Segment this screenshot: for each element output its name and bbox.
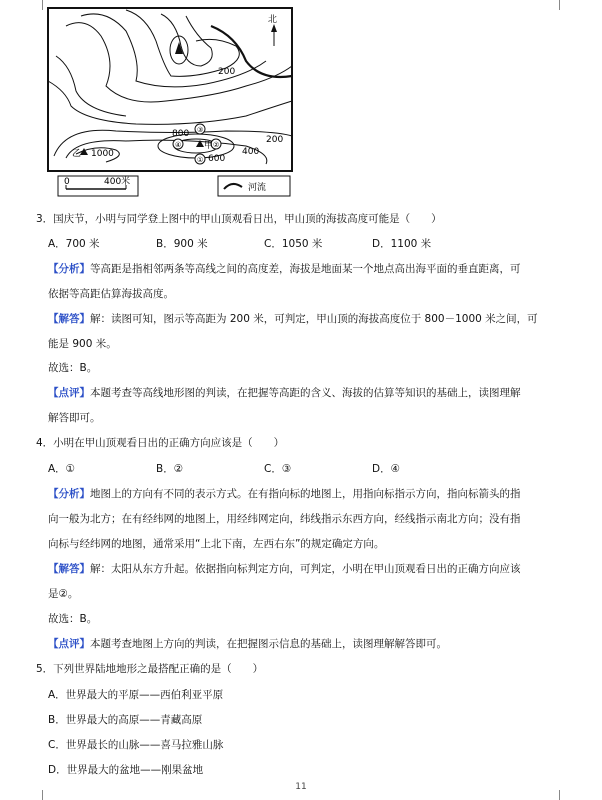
q3-answer-text-2: 能是 900 米。 <box>48 338 117 350</box>
q5-option-a: A．世界最大的平原——西伯利亚平原 <box>48 689 224 701</box>
q5-option-c: C．世界最长的山脉——喜马拉雅山脉 <box>48 739 224 751</box>
q3-option-a: A．700 米 <box>48 238 100 250</box>
north-label: 北 <box>268 15 278 25</box>
q3-choice: 故选：B。 <box>48 362 98 374</box>
crop-mark <box>559 0 570 10</box>
answer-tag: 【解答】 <box>48 563 90 575</box>
point-yi-label: 乙 <box>72 149 82 159</box>
q4-option-c: C．③ <box>264 463 292 475</box>
answer-tag: 【解答】 <box>48 313 90 325</box>
q3-analysis-text-2: 依据等高距估算海拔高度。 <box>48 288 174 300</box>
scale-end: 400米 <box>104 177 131 187</box>
q5-question: 5．下列世界陆地地形之最搭配正确的是（ ） <box>36 663 264 675</box>
q4-question: 4．小明在甲山顶观看日出的正确方向应该是（ ） <box>36 437 285 449</box>
q4-option-d: D．④ <box>372 463 400 475</box>
q4-analysis-text-2: 向一般为北方；在有经纬网的地图上，用经纬网定向，纬线指示东西方向，经线指示南北方向；没有指 <box>48 513 521 525</box>
q3-option-c: C．1050 米 <box>264 238 323 250</box>
q4-answer <box>48 562 521 576</box>
direction-mark-label: ④ <box>175 141 182 149</box>
analysis-tag: 【分析】 <box>48 488 90 500</box>
q4-answer-text-1: 解：太阳从东方升起。依据指向标判定方向，可判定，小明在甲山顶观看日出的正确方向应该 <box>90 563 521 575</box>
q5-option-b: B．世界最大的高原——青藏高原 <box>48 714 203 726</box>
q3-analysis-text-1: 等高距是指相邻两条等高线之间的高度差，海拔是地面某一个地点高出海平面的垂直距离，可 <box>90 263 521 275</box>
q4-analysis-text-1: 地图上的方向有不同的表示方式。在有指向标的地图上，用指向标指示方向，指向标箭头的指 <box>90 488 521 500</box>
direction-mark-label: ① <box>197 156 204 164</box>
q3-comment-text-1: 本题考查等高线地形图的判读，在把握等高距的含义、海拔的估算等知识的基础上，读图理解 <box>90 387 521 399</box>
contour-label: 600 <box>208 154 226 164</box>
q4-comment <box>48 637 447 651</box>
q4-comment-text-1: 本题考查地图上方向的判读，在把握图示信息的基础上，读图理解解答即可。 <box>90 638 447 650</box>
comment-tag: 【点评】 <box>48 387 90 399</box>
scale-start: 0 <box>64 177 70 187</box>
contour-label: 200 <box>218 67 236 77</box>
q3-comment <box>48 386 521 400</box>
q4-option-b: B．② <box>156 463 184 475</box>
contour-map <box>46 6 296 202</box>
contour-label: 800 <box>172 129 190 139</box>
q4-analysis-text-3: 向标与经纬网的地图，通常采用“上北下南，左西右东”的规定确定方向。 <box>48 538 385 550</box>
q3-question: 3．国庆节，小明与同学登上图中的甲山顶观看日出，甲山顶的海拔高度可能是（ ） <box>36 213 442 225</box>
crop-mark <box>32 0 43 10</box>
page-number: 11 <box>295 782 307 792</box>
contour-label: 200 <box>266 135 284 145</box>
q3-answer <box>48 312 538 326</box>
direction-mark-label: ③ <box>197 126 204 134</box>
q3-options <box>48 236 568 251</box>
q3-option-d: D．1100 米 <box>372 238 432 250</box>
q3-analysis <box>48 262 521 276</box>
contour-label: 400 <box>242 147 260 157</box>
q4-analysis <box>48 487 521 501</box>
comment-tag: 【点评】 <box>48 638 90 650</box>
q4-options <box>48 461 568 476</box>
q4-option-a: A．① <box>48 463 76 475</box>
analysis-tag: 【分析】 <box>48 263 90 275</box>
contour-label: 1000 <box>91 149 114 159</box>
q3-comment-text-2: 解答即可。 <box>48 412 101 424</box>
river-legend-label: 河流 <box>248 183 267 193</box>
q4-answer-text-2: 是②。 <box>48 588 79 600</box>
point-jia-label: 甲 <box>204 141 214 151</box>
direction-mark-label: ② <box>213 141 220 149</box>
q5-option-d: D．世界最大的盆地——刚果盆地 <box>48 764 204 776</box>
q4-choice: 故选：B。 <box>48 613 98 625</box>
q3-answer-text-1: 解：读图可知，图示等高距为 200 米，可判定，甲山顶的海拔高度位于 800－1000 米之间，可 <box>90 313 538 325</box>
q3-option-b: B．900 米 <box>156 238 208 250</box>
